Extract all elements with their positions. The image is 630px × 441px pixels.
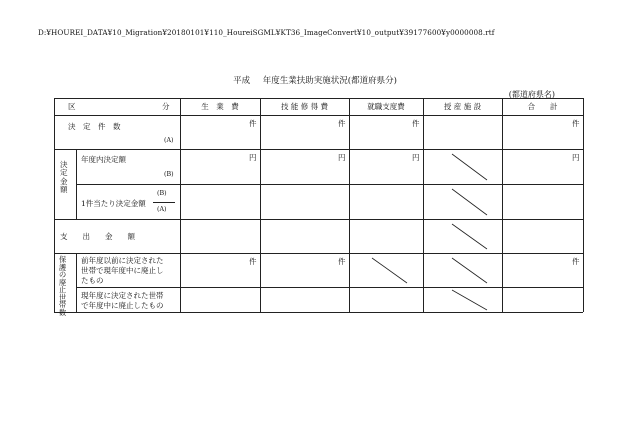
group-label-kettei-kingaku: 決定金額 — [60, 160, 68, 194]
row-label-prev-year-line3: たもの — [81, 276, 104, 285]
fraction-numerator-b: (B) — [157, 190, 167, 197]
unit-ken: 件 — [249, 257, 257, 266]
title-era: 平成 — [233, 76, 251, 86]
na-slash — [452, 189, 487, 215]
header-shushoku-shitaku-hi: 就職支度費 — [367, 102, 405, 111]
unit-ken: 件 — [338, 119, 346, 128]
na-slash — [452, 258, 487, 283]
document-title — [0, 74, 630, 86]
row-label-prev-year-line2: 世帯で現年度中に廃止し — [81, 266, 164, 275]
row-label-nendonai: 年度内決定額 — [81, 155, 126, 164]
unit-ken: 件 — [249, 119, 257, 128]
row-note-b: (B) — [164, 171, 174, 178]
na-slash — [452, 290, 487, 310]
not-applicable-slashes — [54, 98, 583, 312]
row-label-curr-year-line2: で年度中に廃止したもの — [81, 301, 164, 310]
table-border-bottom — [54, 312, 583, 313]
table-border-right — [583, 98, 584, 312]
na-slash — [452, 154, 487, 180]
fraction-denominator-a: (A) — [157, 206, 167, 213]
row-label-prev-year-line1: 前年度以前に決定された — [81, 256, 164, 265]
header-jusan-shisetsu: 授 産 施 設 — [443, 102, 482, 111]
assistance-table — [54, 98, 583, 317]
row-note-a: (A) — [164, 137, 174, 144]
title-text: 年度生業扶助実施状況(都道府県分) — [262, 76, 397, 86]
header-seigyo-hi: 生 業 費 — [201, 102, 239, 111]
header-kubun-left: 区 — [68, 102, 76, 111]
file-path-text: D:¥HOUREI_DATA¥10_Migration¥20180101¥110_HoureiSGML¥KT36_ImageConvert¥10_output¥39177600¥y0000008.rtf — [38, 28, 495, 37]
unit-ken: 件 — [572, 257, 580, 266]
unit-ken: 件 — [338, 257, 346, 266]
unit-yen: 円 — [249, 153, 257, 162]
na-slash — [452, 224, 487, 249]
na-slash — [372, 258, 407, 283]
header-kubun-right: 分 — [162, 102, 170, 111]
group-label-hogo-haishi: 保護の廃止 世帯数 — [59, 255, 67, 317]
row-label-curr-year-line1: 現年度に決定された世帯 — [81, 291, 164, 300]
header-gino-shutoku-hi: 技 能 修 得 費 — [280, 102, 329, 111]
unit-ken: 件 — [572, 119, 580, 128]
header-total: 合 計 — [527, 102, 558, 111]
row-label-kettei-kensu: 決 定 件 数 — [68, 122, 121, 131]
row-label-shishutsu: 支 出 金 額 — [60, 232, 135, 241]
row-label-per-case: 1件当たり決定金額 — [81, 199, 146, 208]
prefecture-name-label: (都道府県名) — [508, 90, 555, 99]
unit-yen: 円 — [572, 153, 580, 162]
unit-ken: 件 — [412, 119, 420, 128]
unit-yen: 円 — [338, 153, 346, 162]
unit-yen: 円 — [412, 153, 420, 162]
